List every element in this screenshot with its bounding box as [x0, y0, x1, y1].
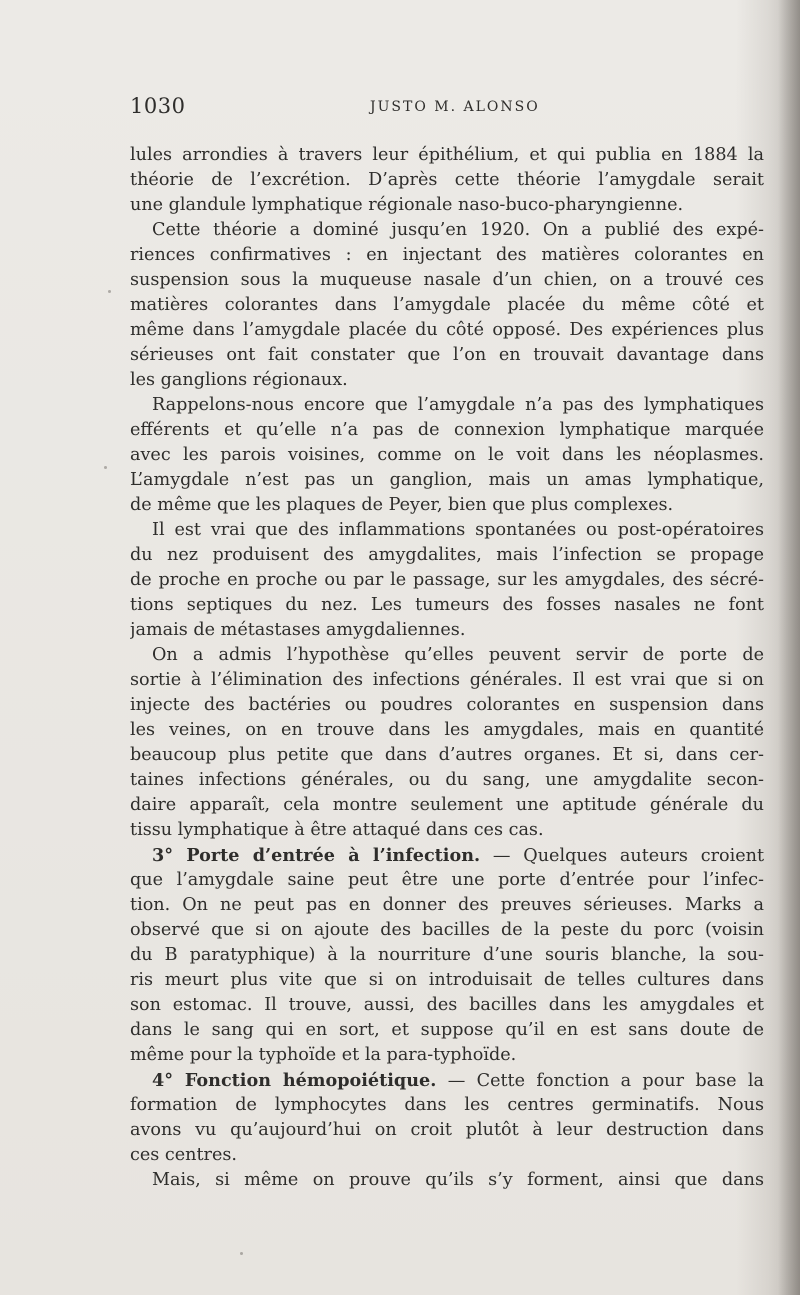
text-line: formation de lymphocytes dans les centres germinatifs. Nous: [130, 1095, 764, 1115]
page-number: 1030: [130, 94, 186, 118]
page-edge-shadow: [778, 0, 800, 1295]
text-line: Il est vrai que des inflammations spontanées ou post-opératoires: [152, 520, 764, 540]
section-4-heading: 4° Fonction hémopoiétique.: [152, 1070, 437, 1091]
text-line: taines infections générales, ou du sang, une amygdalite secon-: [130, 770, 764, 790]
body-text: [130, 143, 764, 1193]
text-line: sortie à l’élimination des infections générales. Il est vrai que si on: [130, 670, 764, 690]
text-line: tions septiques du nez. Les tumeurs des fosses nasales ne font: [130, 595, 764, 615]
section-3-heading: 3° Porte d’entrée à l’infection.: [152, 845, 481, 866]
text-line: daire apparaît, cela montre seulement une aptitude générale du: [130, 795, 764, 815]
text-line: de proche en proche ou par le passage, sur les amygdales, des sécré-: [130, 570, 764, 590]
text-line: dans le sang qui en sort, et suppose qu’il en est sans doute de: [130, 1020, 764, 1040]
text-line: Rappelons-nous encore que l’amygdale n’a pas des lymphatiques: [152, 395, 764, 415]
text-line: du nez produisent des amygdalites, mais l’infection se propage: [130, 545, 764, 565]
text-line: matières colorantes dans l’amygdale placée du même côté et: [130, 295, 764, 315]
text-line: observé que si on ajoute des bacilles de la peste du porc (voisin: [130, 920, 764, 940]
text-line: Mais, si même on prouve qu’ils s’y forment, ainsi que dans: [152, 1170, 764, 1190]
text-line: On a admis l’hypothèse qu’elles peuvent servir de porte de: [152, 645, 764, 665]
text-line: injecte des bactéries ou poudres colorantes en suspension dans: [130, 695, 764, 715]
text-line: tion. On ne peut pas en donner des preuves sérieuses. Marks a: [130, 895, 764, 915]
section-4-lead-text: — Cette fonction a pour base la: [447, 1071, 764, 1091]
section-3-first-line: [130, 843, 764, 868]
text-line: les ganglions régionaux.: [130, 370, 348, 390]
text-line: tissu lymphatique à être attaqué dans ces cas.: [130, 820, 544, 840]
page-header: [130, 94, 770, 124]
paper-speck: [108, 290, 111, 293]
text-line: sérieuses ont fait constater que l’on en trouvait davantage dans: [130, 345, 764, 365]
text-line: une glandule lymphatique régionale naso-buco-pharyngienne.: [130, 195, 684, 215]
paper-speck: [240, 1252, 243, 1255]
text-line: L’amygdale n’est pas un ganglion, mais un amas lymphatique,: [130, 470, 764, 490]
text-line: son estomac. Il trouve, aussi, des bacilles dans les amygdales et: [130, 995, 764, 1015]
text-line: beaucoup plus petite que dans d’autres organes. Et si, dans cer-: [130, 745, 764, 765]
text-line: efférents et qu’elle n’a pas de connexion lymphatique marquée: [130, 420, 764, 440]
text-line: même dans l’amygdale placée du côté opposé. Des expériences plus: [130, 320, 764, 340]
text-line: que l’amygdale saine peut être une porte d’entrée pour l’infec-: [130, 870, 764, 890]
text-line: ris meurt plus vite que si on introduisait de telles cultures dans: [130, 970, 764, 990]
section-4-first-line: [130, 1068, 764, 1093]
text-line: riences confirmatives : en injectant des matières colorantes en: [130, 245, 764, 265]
text-line: ces centres.: [130, 1145, 237, 1165]
section-3-lead-text: — Quelques auteurs croient: [492, 846, 764, 866]
text-line: théorie de l’excrétion. D’après cette théorie l’amygdale serait: [130, 170, 764, 190]
text-line: même pour la typhoïde et la para-typhoïde.: [130, 1045, 517, 1065]
text-line: avec les parois voisines, comme on le voit dans les néoplasmes.: [130, 445, 764, 465]
text-line: suspension sous la muqueuse nasale d’un chien, on a trouvé ces: [130, 270, 764, 290]
text-line: de même que les plaques de Peyer, bien que plus complexes.: [130, 495, 674, 515]
text-line: les veines, on en trouve dans les amygdales, mais en quantité: [130, 720, 764, 740]
text-line: Cette théorie a dominé jusqu’en 1920. On a publié des expé-: [152, 220, 764, 240]
text-line: du B paratyphique) à la nourriture d’une souris blanche, la sou-: [130, 945, 764, 965]
paper-speck: [104, 466, 107, 469]
running-title: JUSTO M. ALONSO: [370, 99, 540, 115]
text-line: lules arrondies à travers leur épithélium, et qui publia en 1884 la: [130, 145, 764, 165]
text-line: jamais de métastases amygdaliennes.: [130, 620, 466, 640]
text-line: avons vu qu’aujourd’hui on croit plutôt à leur destruction dans: [130, 1120, 764, 1140]
